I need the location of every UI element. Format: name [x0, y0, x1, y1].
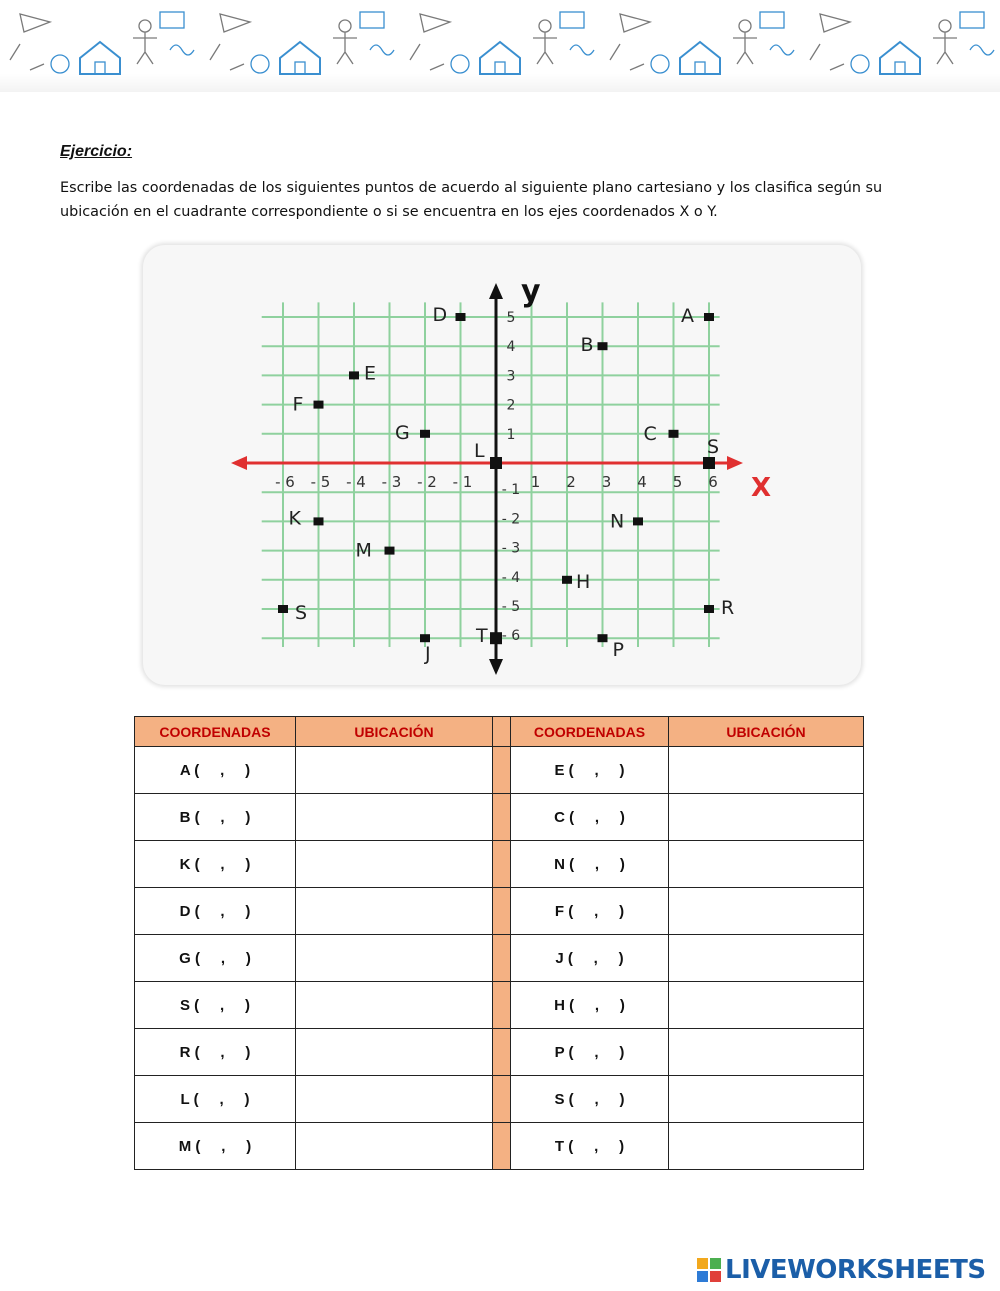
- point-marker-h: [562, 576, 572, 584]
- location-answer-right[interactable]: [669, 841, 864, 888]
- point-label-c: C: [643, 422, 657, 445]
- laptop-doodle: [560, 12, 584, 28]
- paper-plane-doodle: [420, 14, 450, 32]
- location-answer-right[interactable]: [669, 1076, 864, 1123]
- coordinate-right: H ( , ): [511, 982, 669, 1029]
- y-tick-label: - 4: [501, 569, 521, 586]
- point-marker-b: [598, 342, 608, 350]
- point-label-a: A: [681, 305, 694, 327]
- location-answer-left[interactable]: [296, 794, 493, 841]
- coordinate-right: J ( , ): [511, 935, 669, 982]
- y-tick-label: - 3: [501, 540, 521, 557]
- location-answer-left[interactable]: [296, 888, 493, 935]
- laptop-doodle: [960, 12, 984, 28]
- coordinate-right: T ( , ): [511, 1123, 669, 1170]
- table-row: [135, 1029, 864, 1076]
- person-head-doodle: [139, 20, 151, 32]
- location-answer-right[interactable]: [669, 982, 864, 1029]
- point-marker-s: [278, 605, 288, 613]
- house-door-doodle: [495, 62, 505, 74]
- laptop-doodle: [360, 12, 384, 28]
- coordinate-left: S ( , ): [135, 982, 296, 1029]
- laptop-doodle: [760, 12, 784, 28]
- house-door-doodle: [895, 62, 905, 74]
- point-label-f: F: [292, 393, 304, 416]
- point-marker-c: [669, 430, 679, 438]
- location-answer-left[interactable]: [296, 1029, 493, 1076]
- table-row: [135, 747, 864, 794]
- globe-doodle: [651, 55, 669, 73]
- x-tick-label: 4: [637, 473, 647, 491]
- location-answer-right[interactable]: [669, 747, 864, 794]
- coordinate-right: P ( , ): [511, 1029, 669, 1076]
- point-label-l: L: [474, 440, 485, 462]
- coordinate-left: B ( , ): [135, 794, 296, 841]
- house-doodle: [680, 42, 720, 74]
- laptop-doodle: [160, 12, 184, 28]
- coordinate-left: G ( , ): [135, 935, 296, 982]
- exercise-title: Ejercicio:: [60, 143, 133, 160]
- pencil-doodle: [610, 44, 644, 70]
- person-head-doodle: [939, 20, 951, 32]
- point-label-s: S: [707, 436, 720, 458]
- person-doodle: [933, 32, 957, 64]
- column-separator: [493, 1076, 511, 1123]
- coordinate-right: E ( , ): [511, 747, 669, 794]
- point-marker-l: [490, 457, 502, 469]
- y-tick-label: 2: [506, 397, 516, 414]
- point-marker-n: [633, 517, 643, 525]
- location-answer-right[interactable]: [669, 1029, 864, 1076]
- y-axis-arrow-up: [489, 283, 503, 299]
- house-doodle: [80, 42, 120, 74]
- globe-doodle: [251, 55, 269, 73]
- point-label-g: G: [395, 421, 410, 444]
- table-row: [135, 794, 864, 841]
- cartesian-plane-panel: [143, 245, 861, 685]
- squiggle-doodle: [570, 45, 594, 55]
- house-door-doodle: [295, 62, 305, 74]
- house-door-doodle: [95, 62, 105, 74]
- header-coordenadas-right: COORDENADAS: [511, 717, 669, 747]
- pencil-doodle: [810, 44, 844, 70]
- coordinate-left: D ( , ): [135, 888, 296, 935]
- table-row: [135, 1123, 864, 1170]
- point-marker-d: [456, 313, 466, 321]
- point-marker-k: [314, 517, 324, 525]
- globe-doodle: [851, 55, 869, 73]
- point-marker-s: [703, 457, 715, 469]
- x-tick-label: 1: [530, 473, 541, 491]
- column-separator: [493, 794, 511, 841]
- column-separator: [493, 841, 511, 888]
- pencil-doodle: [210, 44, 244, 70]
- liveworksheets-logo-icon: [697, 1258, 721, 1282]
- y-tick-label: - 2: [501, 511, 521, 528]
- coordinate-left: A ( , ): [135, 747, 296, 794]
- point-label-h: H: [576, 570, 591, 593]
- header-ubicacion-left: UBICACIÓN: [296, 717, 493, 747]
- location-answer-right[interactable]: [669, 1123, 864, 1170]
- coordinate-left: L ( , ): [135, 1076, 296, 1123]
- x-axis-arrow-left: [231, 456, 247, 470]
- house-door-doodle: [695, 62, 705, 74]
- location-answer-left[interactable]: [296, 747, 493, 794]
- column-separator: [493, 1029, 511, 1076]
- x-axis-label: X: [751, 473, 772, 503]
- table-row: [135, 841, 864, 888]
- coordinate-right: F ( , ): [511, 888, 669, 935]
- person-head-doodle: [739, 20, 751, 32]
- point-marker-m: [385, 547, 395, 555]
- y-tick-label: 5: [506, 310, 516, 326]
- coordinate-right: S ( , ): [511, 1076, 669, 1123]
- point-label-d: D: [432, 304, 448, 326]
- squiggle-doodle: [970, 45, 994, 55]
- location-answer-left[interactable]: [296, 982, 493, 1029]
- paper-plane-doodle: [620, 14, 650, 32]
- x-tick-label: - 4: [346, 473, 366, 491]
- globe-doodle: [451, 55, 469, 73]
- column-separator: [493, 1123, 511, 1170]
- location-answer-right[interactable]: [669, 888, 864, 935]
- point-label-e: E: [364, 362, 377, 385]
- x-tick-label: - 1: [452, 473, 473, 491]
- column-separator: [493, 747, 511, 794]
- table-header-row: [135, 717, 864, 747]
- column-separator: [493, 982, 511, 1029]
- pencil-doodle: [410, 44, 444, 70]
- table-row: [135, 888, 864, 935]
- paper-plane-doodle: [220, 14, 250, 32]
- decorative-banner: [0, 0, 1000, 92]
- x-tick-label: - 2: [417, 473, 437, 491]
- person-head-doodle: [339, 20, 351, 32]
- house-doodle: [280, 42, 320, 74]
- table-row: [135, 935, 864, 982]
- coordinate-right: N ( , ): [511, 841, 669, 888]
- point-label-r: R: [721, 597, 735, 619]
- y-tick-label: - 1: [501, 482, 521, 499]
- point-label-n: N: [610, 510, 625, 533]
- column-separator: [493, 717, 511, 747]
- point-marker-g: [420, 430, 430, 438]
- point-marker-e: [349, 371, 359, 379]
- point-marker-p: [598, 634, 608, 642]
- squiggle-doodle: [170, 45, 194, 55]
- coordinate-left: K ( , ): [135, 841, 296, 888]
- y-tick-label: - 6: [501, 628, 521, 645]
- point-marker-a: [704, 313, 714, 321]
- point-label-m: M: [355, 539, 372, 562]
- point-label-k: K: [288, 507, 301, 530]
- x-tick-label: 5: [672, 473, 683, 491]
- squiggle-doodle: [370, 45, 394, 55]
- squiggle-doodle: [770, 45, 794, 55]
- location-answer-right[interactable]: [669, 794, 864, 841]
- person-doodle: [733, 32, 757, 64]
- header-ubicacion-right: UBICACIÓN: [669, 717, 864, 747]
- y-axis-label: y: [521, 274, 541, 309]
- column-separator: [493, 935, 511, 982]
- pencil-doodle: [10, 44, 44, 70]
- paper-plane-doodle: [20, 14, 50, 32]
- person-doodle: [133, 32, 157, 64]
- point-marker-r: [704, 605, 714, 613]
- point-label-s: S: [295, 602, 308, 624]
- point-marker-t: [490, 632, 502, 644]
- table-row: [135, 1076, 864, 1123]
- point-label-j: J: [425, 643, 431, 666]
- person-doodle: [533, 32, 557, 64]
- coordinate-right: C ( , ): [511, 794, 669, 841]
- person-head-doodle: [539, 20, 551, 32]
- y-axis-arrow-down: [489, 659, 503, 675]
- x-tick-label: 3: [601, 473, 612, 491]
- y-tick-label: 4: [506, 339, 516, 356]
- person-doodle: [333, 32, 357, 64]
- location-answer-left[interactable]: [296, 1123, 493, 1170]
- location-answer-left[interactable]: [296, 841, 493, 888]
- y-tick-label: - 5: [501, 599, 521, 615]
- exercise-instructions: Escribe las coordenadas de los siguientes puntos de acuerdo al siguiente plano cartesiano y los clasifica según su ubicación en el cuadrante correspondiente o si se encuentra en los ejes coordenados X o Y.: [60, 180, 883, 220]
- x-tick-label: 2: [566, 473, 576, 491]
- house-doodle: [880, 42, 920, 74]
- x-tick-label: 6: [708, 473, 718, 491]
- answer-table: [134, 716, 864, 1170]
- y-tick-label: 3: [506, 368, 516, 385]
- table-row: [135, 982, 864, 1029]
- x-tick-label: - 5: [310, 473, 331, 491]
- point-marker-f: [314, 401, 324, 409]
- x-tick-label: - 6: [275, 473, 295, 491]
- header-coordenadas-left: COORDENADAS: [135, 717, 296, 747]
- liveworksheets-brand: LIVEWORKSHEETS: [725, 1255, 986, 1285]
- location-answer-left[interactable]: [296, 1076, 493, 1123]
- school-doodle-pattern: [0, 0, 1000, 92]
- column-separator: [493, 888, 511, 935]
- paper-plane-doodle: [820, 14, 850, 32]
- house-doodle: [480, 42, 520, 74]
- point-marker-j: [420, 634, 430, 642]
- y-tick-label: 1: [506, 426, 516, 443]
- cartesian-plane: [143, 245, 861, 685]
- x-tick-label: - 3: [381, 473, 402, 491]
- globe-doodle: [51, 55, 69, 73]
- location-answer-left[interactable]: [296, 935, 493, 982]
- coordinate-left: R ( , ): [135, 1029, 296, 1076]
- liveworksheets-logo: [697, 1255, 986, 1285]
- location-answer-right[interactable]: [669, 935, 864, 982]
- point-label-p: P: [612, 639, 624, 662]
- coordinate-left: M ( , ): [135, 1123, 296, 1170]
- point-label-t: T: [476, 625, 488, 648]
- point-label-b: B: [580, 334, 594, 357]
- x-axis-arrow-right: [727, 456, 743, 470]
